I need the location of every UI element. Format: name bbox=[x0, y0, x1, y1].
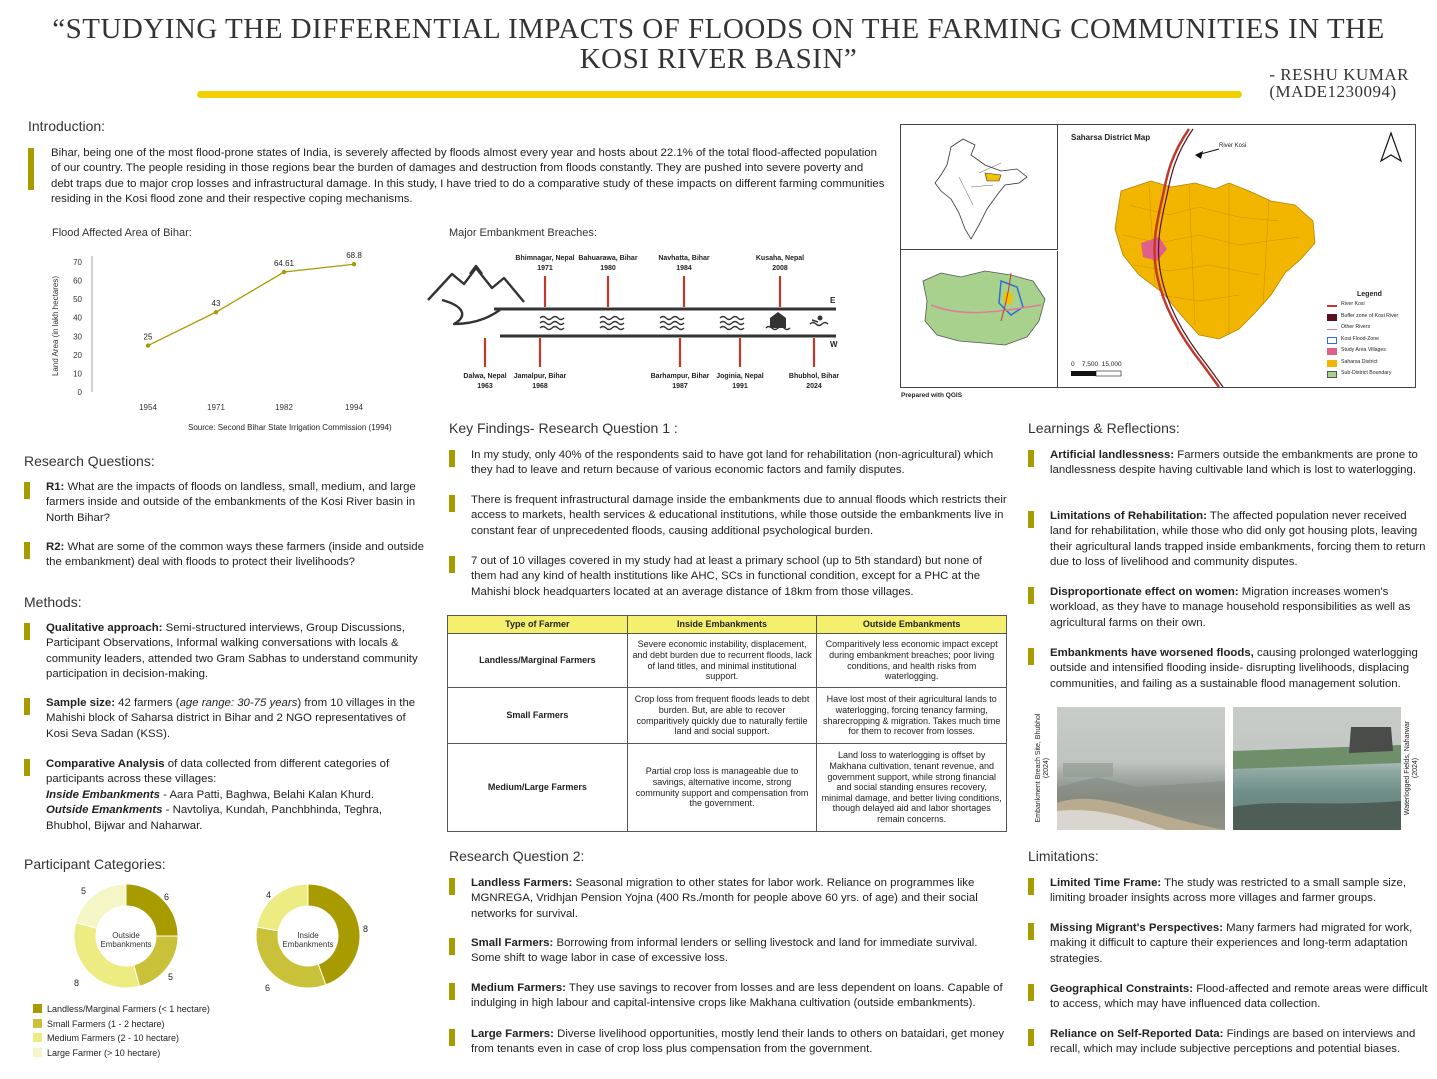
west-label: W bbox=[830, 340, 838, 349]
participant-legend-item bbox=[33, 1004, 210, 1014]
photo-embankment-breach bbox=[1057, 707, 1225, 830]
rq1-text: What are the impacts of floods on landless, small, medium, and large farmers inside and outside of the embankments of the Kosi River basin in North Bihar? bbox=[46, 481, 416, 524]
author-block bbox=[1269, 66, 1409, 100]
limitation-text-4: Findings are based on interviews and recall, which may include subjective perceptions and potential biases. bbox=[1050, 1028, 1416, 1056]
table-row bbox=[448, 634, 1007, 688]
chart-heading: Flood Affected Area of Bihar: bbox=[52, 227, 192, 239]
table-cell-type: Landless/Marginal Farmers bbox=[448, 634, 628, 688]
sample-label: Sample size: bbox=[46, 697, 116, 709]
learning-label-2: Limitations of Rehabilitation: bbox=[1050, 510, 1207, 522]
chart-data-label: 68.8 bbox=[346, 251, 362, 261]
rq2-label-2: Small Farmers: bbox=[471, 937, 554, 949]
photo-caption-left: Embankment Breach Site, Bhubhol (2024) bbox=[1035, 713, 1050, 823]
chart-ytick: 30 bbox=[73, 332, 82, 342]
methods-heading: Methods: bbox=[24, 594, 82, 610]
table-cell-inside: Crop loss from frequent floods leads to debt burden. But, are able to recover comparitively quickly due to naturally fertile land and social support. bbox=[627, 688, 817, 744]
chart-ytick: 70 bbox=[73, 258, 82, 267]
participant-legend-label: Small Farmers (1 - 2 hectare) bbox=[47, 1018, 165, 1029]
table-cell-outside: Land loss to waterlogging is offset by Makhana cultivation, tenant revenue, and government support, while strong financial and social standing ensures recovery, minimal damage, and better living conditions, though delayed aid and labor shortages remain concerns. bbox=[817, 744, 1007, 832]
learning-bar-2 bbox=[1028, 511, 1034, 528]
chart-ytick: 40 bbox=[73, 313, 82, 323]
learning-label-1: Artificial landlessness: bbox=[1050, 449, 1175, 461]
chart-source: Source: Second Bihar State Irrigation Commission (1994) bbox=[188, 423, 392, 432]
rq2-text: What are some of the common ways these farmers (inside and outside the embankment) deal with floods to protect their livelihoods? bbox=[46, 541, 424, 569]
donut-slice bbox=[257, 884, 308, 931]
rq1-accent-bar bbox=[24, 482, 30, 499]
chart-series-line bbox=[148, 264, 354, 345]
table-cell-outside: Comparitively less economic impact except during embankment breaches; poor living conditions, and health risks from waterlogging. bbox=[817, 634, 1007, 688]
comp-label: Comparative Analysis bbox=[46, 758, 165, 770]
intro-accent-bar bbox=[28, 148, 34, 190]
sample-text-a: 42 farmers ( bbox=[115, 697, 180, 709]
participant-legend-swatch bbox=[33, 1004, 42, 1013]
methods-qualitative bbox=[24, 621, 424, 683]
limitations-heading: Limitations: bbox=[1028, 848, 1099, 864]
map-legend-swatch bbox=[1327, 329, 1337, 330]
learnings-heading: Learnings & Reflections: bbox=[1028, 420, 1180, 436]
rq2-heading: Research Question 2: bbox=[449, 848, 585, 864]
limitation-1 bbox=[1028, 876, 1428, 907]
donut-inside-label1: Inside bbox=[297, 931, 319, 940]
chart-xtick: 1971 bbox=[207, 403, 225, 412]
breach-top-place: Kusaha, Nepal bbox=[755, 255, 805, 262]
inside-text: - Aara Patti, Baghwa, Belahi Kalan Khurd. bbox=[159, 788, 374, 801]
limitation-bar-2 bbox=[1028, 923, 1034, 940]
rq2-bar-3 bbox=[449, 983, 455, 1000]
breach-markers bbox=[485, 276, 814, 367]
breach-bottom-place: Bhubhol, Bihar bbox=[788, 373, 840, 380]
map-legend-label: Saharsa District bbox=[1341, 358, 1378, 365]
chart-xtick: 1994 bbox=[345, 403, 363, 412]
methods-bar-1 bbox=[24, 623, 30, 640]
breach-bottom-place: Barhampur, Bihar bbox=[650, 373, 710, 380]
key-findings-heading: Key Findings- Research Question 1 : bbox=[449, 420, 678, 436]
map-legend-label: Study Area Villages bbox=[1341, 347, 1386, 353]
breach-top-year: 1971 bbox=[537, 265, 553, 272]
india-outline-icon bbox=[901, 125, 1058, 250]
finding-bar-2 bbox=[449, 495, 455, 512]
scale-end: 15,000 bbox=[1101, 361, 1122, 368]
rq2-text-2: Borrowing from informal lenders or selling livestock and land for immediate survival. Some shift to wage labor in case of excessive loss. bbox=[471, 937, 978, 965]
participant-legend-swatch bbox=[33, 1048, 42, 1057]
table-cell-type: Medium/Large Farmers bbox=[448, 744, 628, 832]
map-legend-label: Kosi Flood-Zone bbox=[1341, 335, 1380, 342]
map-legend-label: Other Rivers bbox=[1341, 324, 1371, 330]
rq2-text-1: Seasonal migration to other states for labor work. Reliance on programmes like MGNREGA, Vridhjan Pension Yojna (400 Rs./month for people above 60 yrs. of age) and their social networks for survival. bbox=[471, 877, 978, 920]
inside-label: Inside Embankments bbox=[46, 788, 160, 801]
breach-bottom-year: 1987 bbox=[672, 383, 688, 390]
map-legend-swatch bbox=[1327, 305, 1337, 307]
learning-bar-3 bbox=[1028, 587, 1034, 604]
rq2-bar-1 bbox=[449, 878, 455, 895]
scale-zero: 0 bbox=[1071, 361, 1075, 368]
donut-slice bbox=[126, 884, 178, 936]
finding-text-2: There is frequent infrastructural damage inside the embankments due to annual floods which restricts their access to markets, health services & educational institutions, while those outside the embankments live in constant fear of unprecedented floods, causing additional psychological burden. bbox=[471, 494, 1007, 537]
sample-age: age range: 30-75 years bbox=[179, 697, 298, 709]
limitation-3 bbox=[1028, 982, 1428, 1013]
breaches-heading: Major Embankment Breaches: bbox=[449, 227, 597, 239]
drowning-person-icon bbox=[810, 316, 828, 326]
rq2-item-2 bbox=[449, 936, 1009, 967]
participant-legend-label: Medium Farmers (2 - 10 hectare) bbox=[47, 1033, 180, 1043]
breach-bottom-year: 1991 bbox=[732, 383, 748, 390]
chart-ylabel: Land Area (in lakh hectares) bbox=[51, 275, 60, 377]
photo-caption-right: Waterlogged Fields, Naharwar (2024) bbox=[1404, 720, 1419, 816]
donut-outside-value-2: 5 bbox=[168, 972, 174, 982]
limitation-label-4: Reliance on Self-Reported Data: bbox=[1050, 1028, 1224, 1040]
rq2-label-4: Large Farmers: bbox=[471, 1028, 554, 1040]
donut-inside-value-2: 6 bbox=[265, 983, 271, 993]
learning-1 bbox=[1028, 448, 1428, 479]
participant-legend-item bbox=[33, 1033, 179, 1043]
table-cell-inside: Partial crop loss is manageable due to savings, alternative income, strong community support and compensation from the government. bbox=[627, 744, 817, 832]
photo-waterlogged-fields bbox=[1233, 707, 1401, 830]
finding-2 bbox=[449, 493, 1009, 539]
learning-3 bbox=[1028, 585, 1428, 631]
rq2-bar-4 bbox=[449, 1029, 455, 1046]
map-legend-label: Sub-District Boundary bbox=[1341, 370, 1392, 376]
table-row bbox=[448, 744, 1007, 832]
outside-label: Outside Emankments bbox=[46, 804, 163, 817]
breach-top-year: 1980 bbox=[600, 265, 616, 272]
table-header-inside: Inside Embankments bbox=[627, 616, 817, 634]
limitation-label-2: Missing Migrant's Perspectives: bbox=[1050, 922, 1223, 934]
limitation-text-3: Flood-affected and remote areas were difficult to access, which may have influenced data collection. bbox=[1050, 983, 1428, 1011]
outside-text: - Navtoliya, Kundah, Panchbhinda, Teghra, Bhubhol, Bijwar and Naharwar. bbox=[46, 804, 383, 832]
comp-text: of data collected from different categories of participants across these villages: bbox=[46, 758, 390, 786]
rq2-item-4 bbox=[449, 1027, 1009, 1058]
bihar-outline-icon bbox=[901, 251, 1058, 388]
chart-ytick: 20 bbox=[73, 350, 82, 360]
methods-bar-3 bbox=[24, 759, 30, 776]
learning-text-1: Farmers outside the embankments are prone to landlessness despite having cultivable land which is lost to waterlogging. bbox=[1050, 449, 1418, 477]
breach-top-place: Bhimnagar, Nepal bbox=[515, 255, 575, 262]
chart-point bbox=[214, 310, 218, 314]
sample-text-b: ) from 10 villages in the Mahishi block of Saharsa district in Bihar and 2 NGO representatives of Kosi Seva Sadan (KSS). bbox=[46, 697, 416, 740]
finding-bar-1 bbox=[449, 450, 455, 467]
learning-bar-1 bbox=[1028, 450, 1034, 467]
learning-label-3: Disproportionate effect on women: bbox=[1050, 586, 1239, 598]
flooded-house-icon bbox=[766, 312, 790, 330]
participant-legend-item bbox=[33, 1048, 160, 1058]
table-cell-inside: Severe economic instability, displacement, and debt burden due to recurrent floods, lack of land titles, and minimal institutional support. bbox=[627, 634, 817, 688]
participant-legend-label: Landless/Marginal Farmers (< 1 hectare) bbox=[47, 1004, 210, 1014]
rq2-text-3: They use savings to recover from losses and are less dependent on loans. Capable of indulging in high labour and capital-intensive crops like Makhana cultivation (outside embankments). bbox=[471, 982, 1003, 1010]
donut-outside-label1: Outside bbox=[112, 931, 140, 940]
learning-bar-4 bbox=[1028, 648, 1034, 665]
map-title: Saharsa District Map bbox=[1071, 133, 1151, 142]
breach-bottom-year: 1963 bbox=[477, 383, 493, 390]
donut-inside-value-3: 4 bbox=[266, 890, 272, 900]
learning-text-4: causing prolonged waterlogging outside and intensified flooding inside- disrupting livelihoods, displacing communities, and failing as a sustainable flood management solution. bbox=[1050, 647, 1418, 690]
limitation-bar-1 bbox=[1028, 878, 1034, 895]
finding-text-1: In my study, only 40% of the respondents said to have got land for rehabilitation (non-agricultural) which they had to leave and return because of various economic factors and family disputes. bbox=[471, 449, 994, 477]
learning-2 bbox=[1028, 509, 1428, 571]
flood-wave-icons bbox=[540, 317, 744, 330]
breach-bottom-place: Dalwa, Nepal bbox=[463, 373, 507, 380]
comparison-table-wrap bbox=[447, 615, 1007, 832]
donut-outside-label2: Embankments bbox=[100, 940, 152, 949]
breach-top-year: 2008 bbox=[772, 265, 788, 272]
learning-text-3: Migration increases women's workload, as they have to manage household responsibilities as well as agricultural farms on their own. bbox=[1050, 586, 1411, 629]
methods-sample bbox=[24, 696, 424, 742]
donut-outside-value-3: 8 bbox=[74, 978, 80, 988]
map-legend-swatch bbox=[1327, 371, 1337, 378]
breach-bottom-year: 1968 bbox=[532, 383, 548, 390]
participant-legend-label: Large Farmer (> 10 hectare) bbox=[47, 1047, 161, 1058]
saharsa-map bbox=[900, 124, 1416, 388]
intro-block bbox=[28, 146, 888, 208]
rq2-text-4: Diverse livelihood opportunities, mostly lend their lands to others on bataidari, get money from tenants even in case of crop loss plus compensation from the government. bbox=[471, 1028, 1005, 1056]
india-inset-map bbox=[901, 125, 1058, 250]
photo-embankment-scene-icon bbox=[1057, 707, 1225, 830]
finding-bar-3 bbox=[449, 556, 455, 573]
mountain-icon bbox=[428, 266, 524, 324]
rq2-label-3: Medium Farmers: bbox=[471, 982, 566, 994]
photo-caption-left-wrap bbox=[1036, 710, 1050, 822]
qual-text: Semi-structured interviews, Group Discussions, Participant Observations, Informal walking conversations with locals & community leaders, attended two Gram Sabhas to understand community participation in decision-making. bbox=[46, 622, 418, 681]
participant-donuts bbox=[40, 872, 400, 1000]
limitation-bar-4 bbox=[1028, 1029, 1034, 1046]
finding-3 bbox=[449, 554, 1009, 600]
map-legend-swatch bbox=[1327, 337, 1337, 344]
limitation-bar-3 bbox=[1028, 984, 1034, 1001]
rq2-label-1: Landless Farmers: bbox=[471, 877, 573, 889]
chart-ytick: 60 bbox=[73, 276, 82, 286]
breach-bottom-place: Joginia, Nepal bbox=[716, 373, 764, 380]
donut-outside-value-1: 6 bbox=[164, 892, 170, 902]
map-legend-item bbox=[1327, 371, 1415, 383]
flood-line-chart bbox=[40, 248, 420, 420]
donut-outside-value-4: 5 bbox=[81, 886, 87, 896]
participant-legend-swatch bbox=[33, 1033, 42, 1042]
participants-heading: Participant Categories: bbox=[24, 856, 166, 872]
limitation-4 bbox=[1028, 1027, 1428, 1058]
limitation-label-1: Limited Time Frame: bbox=[1050, 877, 1162, 889]
limitation-text-2: Many farmers had migrated for work, making it difficult to capture their experiences and long-term adaptation strategies. bbox=[1050, 922, 1413, 965]
chart-ytick: 50 bbox=[73, 295, 82, 305]
chart-point bbox=[146, 343, 150, 347]
table-header-type: Type of Farmer bbox=[448, 616, 628, 634]
map-legend bbox=[1327, 291, 1415, 383]
map-legend-label: Buffer zone of Kosi River bbox=[1341, 312, 1399, 319]
title-underline bbox=[197, 91, 1242, 98]
scale-mid: 7,500 bbox=[1081, 361, 1099, 368]
rq-heading: Research Questions: bbox=[24, 453, 155, 469]
photo-caption-right-wrap bbox=[1405, 710, 1419, 822]
finding-1 bbox=[449, 448, 1009, 479]
comparison-table bbox=[447, 615, 1007, 832]
east-label: E bbox=[830, 296, 836, 305]
finding-text-3: 7 out of 10 villages covered in my study had at least a primary school (up to 5th standard) but none of them had any kind of health institutions like AHC, SCs in functional condition, except for a PHC at the Mahishi block headquarters located at an average distance of 18km from those villages. bbox=[471, 555, 982, 598]
breaches-diagram bbox=[424, 244, 854, 404]
breach-bottom-year: 2024 bbox=[806, 383, 822, 390]
participant-legend-item bbox=[33, 1019, 165, 1029]
chart-data-label: 43 bbox=[211, 299, 221, 309]
poster-title: “STUDYING THE DIFFERENTIAL IMPACTS OF FLOODS ON THE FARMING COMMUNITIES IN THE KOSI RIVER BASIN” bbox=[52, 13, 1385, 75]
chart-ytick: 10 bbox=[73, 369, 82, 379]
breach-top-place: Bahuarawa, Bihar bbox=[578, 255, 638, 262]
map-legend-item bbox=[1327, 348, 1415, 360]
limitation-label-3: Geographical Constraints: bbox=[1050, 983, 1194, 995]
intro-heading: Introduction: bbox=[28, 118, 106, 134]
intro-text: Bihar, being one of the most flood-prone states of India, is severely affected by floods almost every year and hosts about 22.1% of the total flood-affected population of our country. The people residing in those regions bear the burden of damages and destruction from floods constantly. They are pushed into severe poverty and debt traps due to major crop losses and infrastructural damage. In this study, I have tried to do a comparative study of these impacts on different farming communities residing in the Kosi flood zone and their respective coping mechanisms. bbox=[51, 147, 885, 206]
limitation-2 bbox=[1028, 921, 1433, 967]
table-cell-outside: Have lost most of their agricultural lands to waterlogging, forcing tenancy farming, sharecropping & migration. Takes much time for them to recover from losses. bbox=[817, 688, 1007, 744]
photo-waterlogged-scene-icon bbox=[1233, 707, 1401, 830]
breach-top-year: 1984 bbox=[676, 265, 692, 272]
map-credit: Prepared with QGIS bbox=[901, 392, 963, 399]
limitation-text-1: The study was restricted to a small sample size, limiting broader insights across more villages and farmer groups. bbox=[1050, 877, 1406, 905]
rq2-label: R2: bbox=[46, 541, 65, 553]
rq2-item-3 bbox=[449, 981, 1009, 1012]
map-legend-swatch bbox=[1327, 314, 1337, 321]
rq-item-1 bbox=[24, 480, 424, 526]
qual-label: Qualitative approach: bbox=[46, 622, 163, 634]
table-header-row bbox=[448, 616, 1007, 634]
chart-data-label: 25 bbox=[143, 332, 153, 342]
author-id: (MADE1230094) bbox=[1269, 82, 1397, 101]
learning-4 bbox=[1028, 646, 1428, 692]
chart-data-label: 64.61 bbox=[273, 259, 295, 269]
map-scale-labels bbox=[1071, 361, 1122, 368]
table-row bbox=[448, 688, 1007, 744]
learning-text-2: The affected population never received land for rehabilitation, while those who did only got housing plots, leaving their agricultural lands trapped inside embankments, forcing them to return due to loss of livelihood and community disputes. bbox=[1050, 510, 1426, 569]
chart-point bbox=[282, 270, 286, 274]
chart-xtick: 1982 bbox=[275, 403, 293, 412]
rq-item-2 bbox=[24, 540, 424, 571]
map-legend-label: River Kosi bbox=[1341, 301, 1365, 307]
rq1-label: R1: bbox=[46, 481, 65, 493]
chart-ytick: 0 bbox=[77, 388, 82, 397]
chart-point bbox=[352, 262, 356, 266]
donut-inside-value-1: 8 bbox=[363, 924, 369, 934]
map-legend-item bbox=[1327, 325, 1415, 337]
methods-bar-2 bbox=[24, 698, 30, 715]
chart-xtick: 1954 bbox=[139, 403, 157, 412]
map-legend-swatch bbox=[1327, 348, 1337, 355]
table-header-outside: Outside Embankments bbox=[817, 616, 1007, 634]
breach-top-place: Navhatta, Bihar bbox=[658, 255, 710, 262]
breach-bottom-place: Jamalpur, Bihar bbox=[513, 373, 567, 380]
bihar-inset-map bbox=[901, 251, 1058, 388]
author-name: - RESHU KUMAR bbox=[1269, 65, 1409, 84]
table-cell-type: Small Farmers bbox=[448, 688, 628, 744]
map-legend-swatch bbox=[1327, 360, 1337, 367]
participant-legend-swatch bbox=[33, 1019, 42, 1028]
rq2-accent-bar bbox=[24, 542, 30, 559]
map-legend-item bbox=[1327, 302, 1415, 314]
map-river-label: River Kosi bbox=[1219, 143, 1247, 149]
methods-comparative bbox=[24, 757, 429, 834]
learning-label-4: Embankments have worsened floods, bbox=[1050, 647, 1254, 659]
saharsa-main-map bbox=[1059, 125, 1416, 388]
map-legend-title: Legend bbox=[1357, 291, 1382, 298]
rq2-bar-2 bbox=[449, 938, 455, 955]
rq2-item-1 bbox=[449, 876, 1009, 922]
donut-inside-label2: Embankments bbox=[282, 940, 334, 949]
north-arrow-icon bbox=[1381, 133, 1401, 161]
